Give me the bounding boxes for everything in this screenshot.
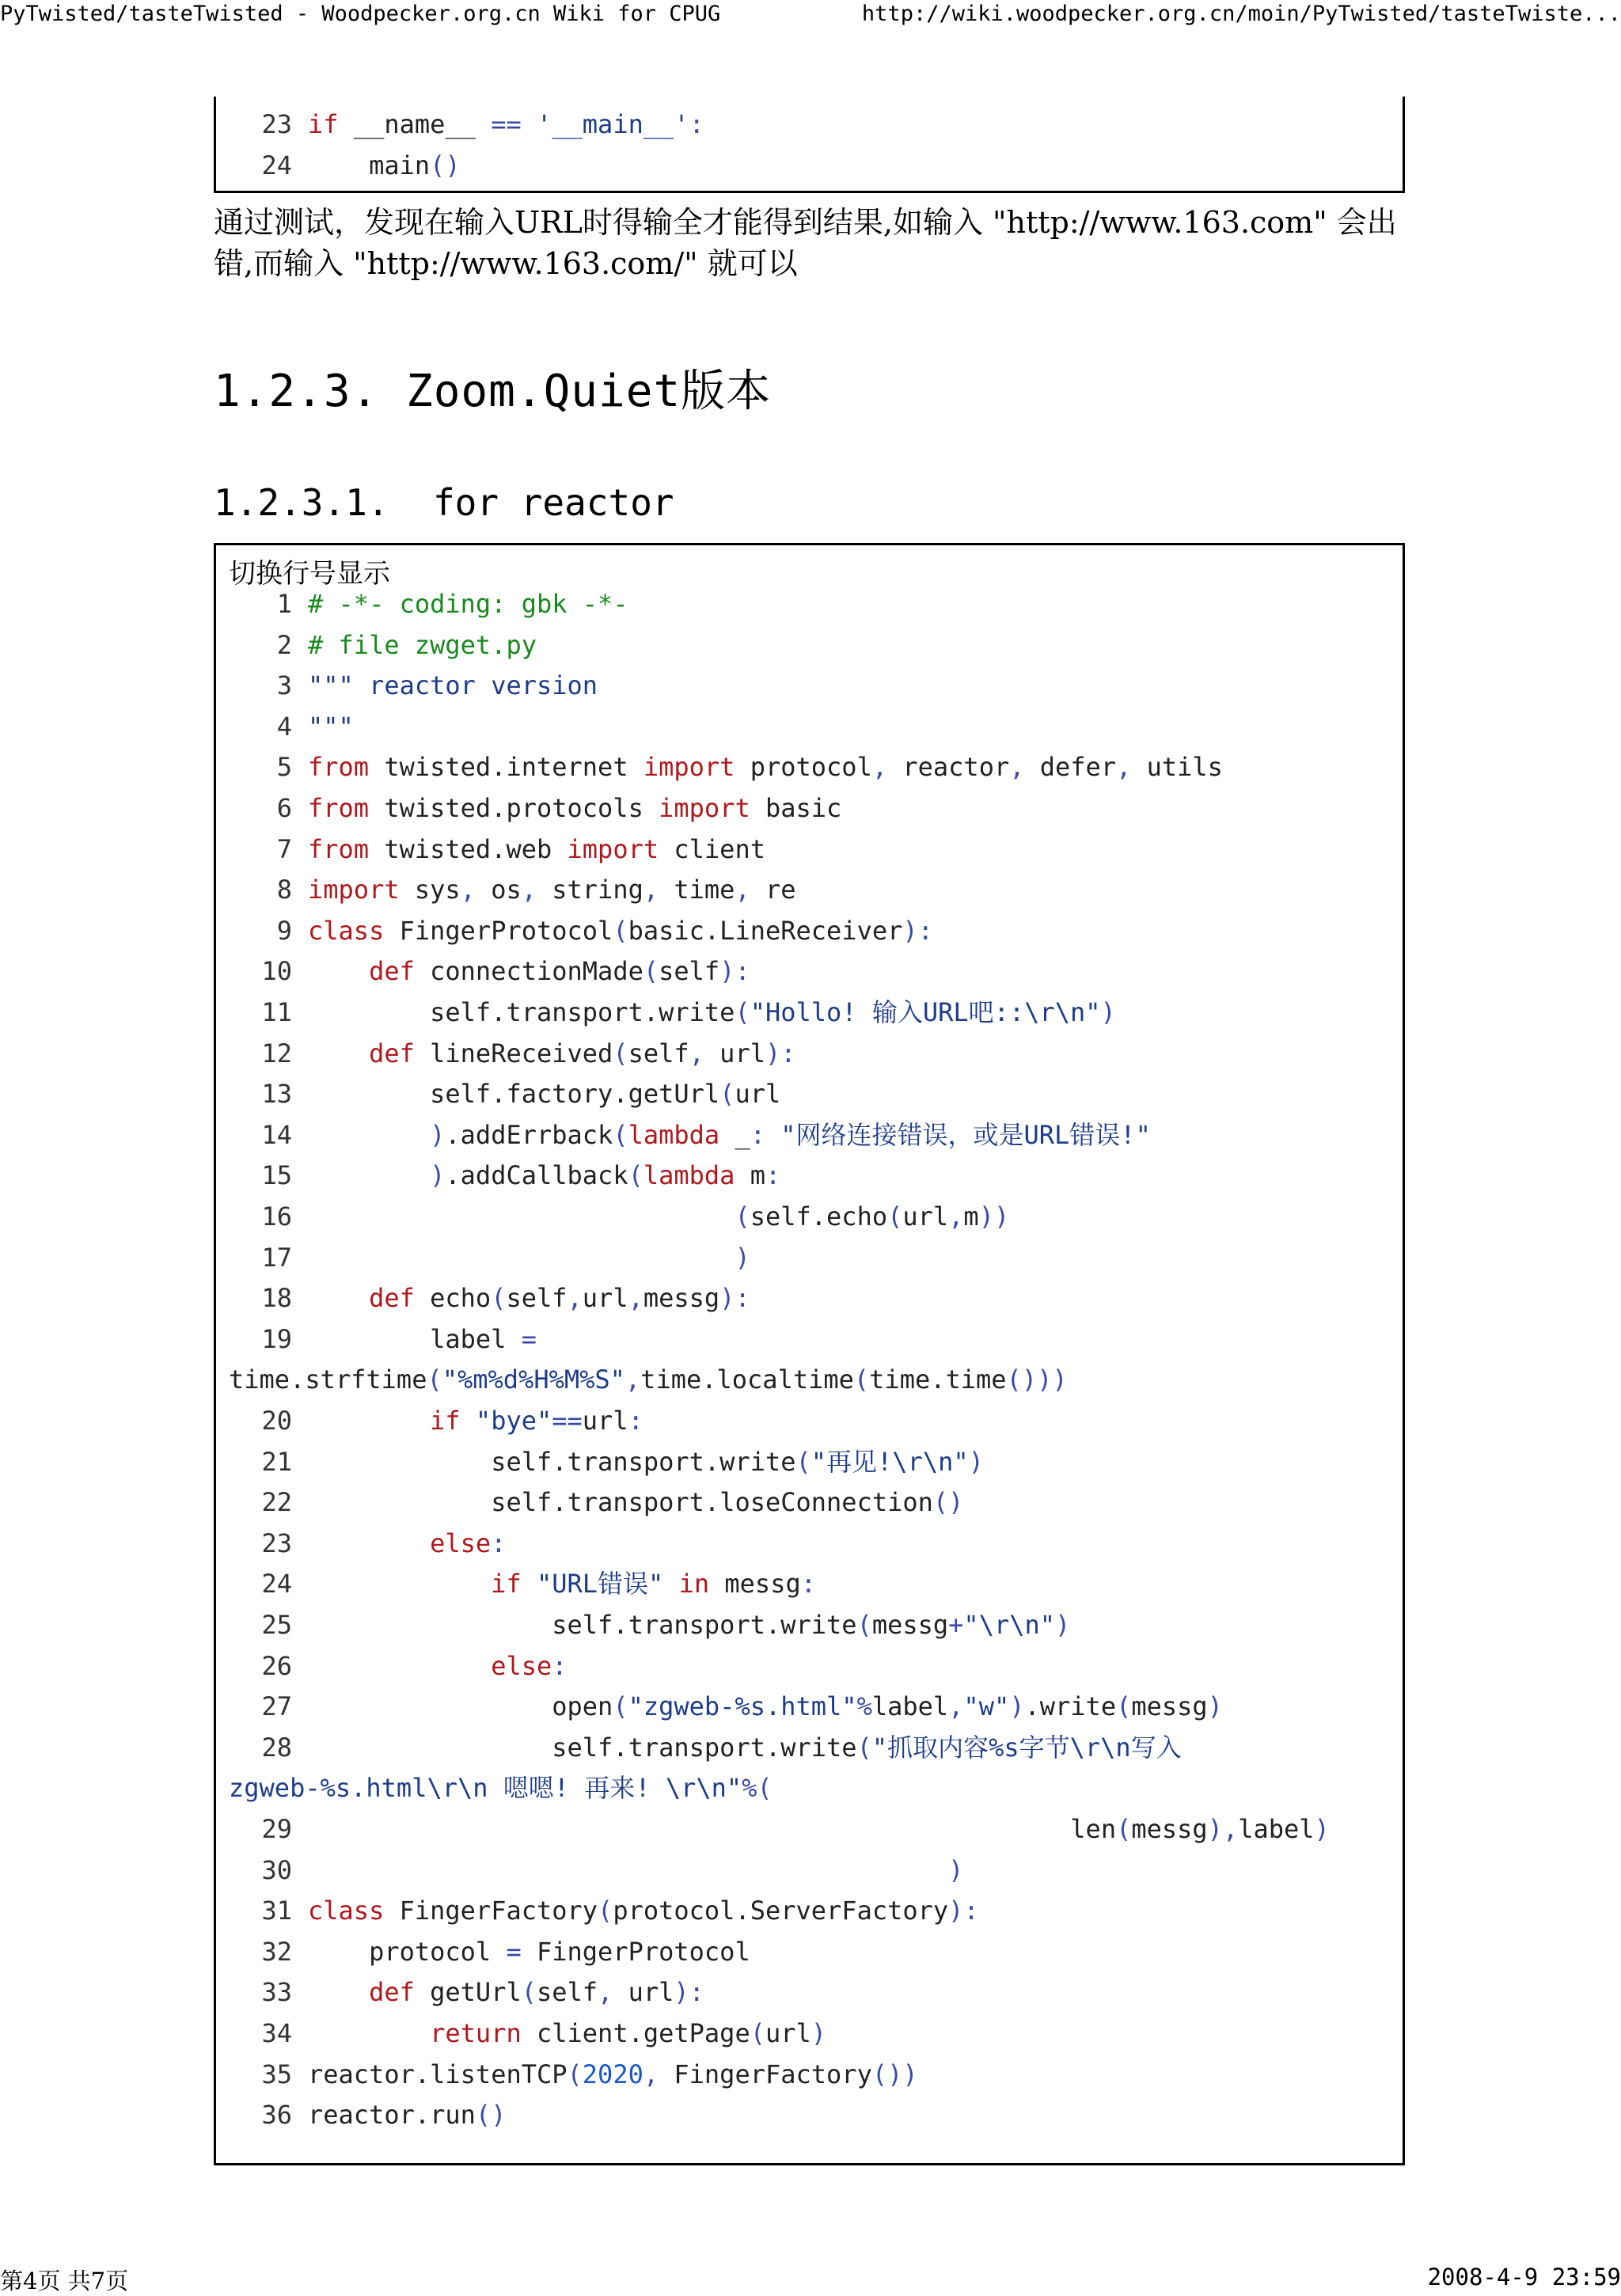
code-text: def lineReceived(self, url): [369, 1038, 796, 1068]
line-number: 25 [261, 1610, 292, 1640]
toggle-line-numbers-link[interactable]: 切换行号显示 [229, 558, 390, 590]
code-text: ) [735, 1242, 750, 1273]
code-line [216, 707, 1403, 748]
code-text: """ [308, 711, 354, 742]
code-text: reactor.run() [308, 2100, 507, 2131]
code-text: else: [491, 1650, 568, 1681]
code-line [216, 788, 1403, 829]
code-text: if "URL错误" in messg: [491, 1569, 816, 1600]
code-text: else: [430, 1528, 507, 1558]
code-line-continuation [216, 1360, 1403, 1401]
line-number: 19 [261, 1323, 292, 1354]
code-line [216, 829, 1403, 871]
code-line [216, 747, 1403, 788]
code-text: from twisted.protocols import basic [308, 793, 842, 823]
code-line [216, 625, 1403, 666]
code-text: self.transport.write("抓取内容%s字节\r\n写入 [308, 1732, 1182, 1763]
code-text: reactor.listenTCP(2020, FingerFactory()) [308, 2059, 918, 2089]
code-line [216, 1605, 1403, 1646]
code-line [216, 1319, 1403, 1361]
line-number: 24 [261, 1569, 292, 1600]
line-number: 23 [261, 109, 292, 139]
code-text: self.transport.write("Hollo! 输入URL吧::\r\n") [308, 997, 1116, 1027]
code-line [216, 1972, 1403, 2013]
code-text: from twisted.internet import protocol, reactor, defer, utils [308, 752, 1223, 783]
code-line [216, 1728, 1403, 1769]
code-line [216, 1115, 1403, 1156]
line-number: 7 [276, 833, 292, 864]
section-heading-zoom-quiet: 1.2.3. Zoom.Quiet版本 [214, 366, 772, 417]
code-line [216, 1687, 1403, 1728]
code-text: ) [948, 1854, 964, 1885]
line-number: 6 [276, 793, 292, 823]
previous-code-block [214, 97, 1405, 193]
line-number: 16 [261, 1201, 292, 1231]
code-text: len(messg),label) [308, 1814, 1330, 1844]
code-text: """ reactor version [308, 670, 598, 701]
line-number: 33 [261, 1977, 292, 2008]
code-line [216, 1850, 1403, 1892]
line-number: 21 [261, 1446, 292, 1477]
code-text: self.transport.write(messg+"\r\n") [308, 1610, 1071, 1640]
code-text: if __name__ == '__main__': [308, 109, 704, 139]
code-line [216, 1156, 1403, 1197]
code-text: time.strftime("%m%d%H%M%S",time.localtime(time.time())) [229, 1364, 1068, 1395]
line-number: 23 [261, 1528, 292, 1558]
line-number: 5 [276, 752, 292, 783]
line-number: 30 [261, 1854, 292, 1885]
line-number: 13 [261, 1079, 292, 1110]
line-number: 1 [276, 589, 292, 619]
code-line [216, 104, 1403, 146]
code-line [216, 1074, 1403, 1115]
code-text: from twisted.web import client [308, 833, 765, 864]
code-text: zgweb-%s.html\r\n 嗯嗯! 再来! \r\n"%( [229, 1773, 773, 1804]
code-line [216, 1809, 1403, 1850]
line-number: 24 [261, 150, 292, 180]
code-line [216, 1646, 1403, 1687]
code-text: # -*- coding: gbk -*- [308, 589, 628, 619]
code-text: (self.echo(url,m)) [735, 1201, 1010, 1231]
line-number: 36 [261, 2100, 292, 2131]
code-text: # file zwget.py [308, 629, 537, 660]
header-url[interactable]: http://wiki.woodpecker.org.cn/moin/PyTwisted/tasteTwiste... [861, 2, 1621, 26]
code-line [216, 1034, 1403, 1075]
code-text: self.transport.write("再见!\r\n") [308, 1446, 984, 1477]
code-line [216, 1442, 1403, 1483]
code-text: def connectionMade(self): [369, 956, 750, 987]
code-block-zwget [214, 543, 1405, 2165]
line-number: 31 [261, 1896, 292, 1926]
code-text: self.transport.loseConnection() [308, 1487, 964, 1518]
line-number: 22 [261, 1487, 292, 1518]
code-text: import sys, os, string, time, re [308, 875, 796, 905]
line-number: 35 [261, 2059, 292, 2089]
line-number: 9 [276, 915, 292, 946]
code-text: ).addErrback(lambda _: "网络连接错误，或是URL错误!" [430, 1119, 1151, 1150]
line-number: 34 [261, 2018, 292, 2048]
line-number: 27 [261, 1691, 292, 1722]
code-line [216, 1238, 1403, 1279]
line-number: 15 [261, 1160, 292, 1191]
header-page-title: PyTwisted/tasteTwisted - Woodpecker.org.cn Wiki for CPUG [0, 2, 721, 26]
line-number: 4 [276, 711, 292, 742]
code-line [216, 2013, 1403, 2055]
line-number: 17 [261, 1242, 292, 1273]
code-line [216, 584, 1403, 625]
code-line [216, 951, 1403, 992]
code-text: protocol = FingerProtocol [308, 1936, 750, 1967]
code-text: self.factory.getUrl(url [308, 1079, 781, 1110]
subsection-heading-for-reactor: 1.2.3.1. for reactor [214, 481, 674, 524]
footer-page-count: 第4页 共7页 [0, 2268, 129, 2294]
code-line [216, 1564, 1403, 1605]
code-line [216, 1482, 1403, 1524]
line-number: 32 [261, 1936, 292, 1967]
code-text: class FingerFactory(protocol.ServerFactory): [308, 1896, 979, 1926]
code-line [216, 992, 1403, 1034]
code-line [216, 1524, 1403, 1565]
code-line [216, 2095, 1403, 2136]
line-number: 18 [261, 1283, 292, 1314]
code-line [216, 1932, 1403, 1973]
code-text: if "bye"==url: [430, 1406, 643, 1436]
code-line [216, 1401, 1403, 1442]
code-line-continuation [216, 1768, 1403, 1809]
code-text: class FingerProtocol(basic.LineReceiver): [308, 915, 933, 946]
code-line [216, 1278, 1403, 1319]
line-number: 11 [261, 997, 292, 1027]
line-number: 26 [261, 1650, 292, 1681]
line-number: 10 [261, 956, 292, 987]
code-text: ).addCallback(lambda m: [430, 1160, 781, 1191]
code-text: return client.getPage(url) [430, 2018, 827, 2048]
code-text: def echo(self,url,messg): [369, 1283, 750, 1314]
line-number: 8 [276, 875, 292, 905]
code-text: main() [308, 150, 461, 180]
code-line [216, 2055, 1403, 2096]
line-number: 2 [276, 629, 292, 660]
line-number: 20 [261, 1406, 292, 1436]
line-number: 3 [276, 670, 292, 701]
code-text: open("zgweb-%s.html"%label,"w").write(messg) [308, 1691, 1223, 1722]
body-paragraph: 通过测试，发现在输入URL时得输全才能得到结果,如输入 "http://www.163.com" 会出错,而输入 "http://www.163.com/" 就可以 [214, 205, 1397, 281]
line-number: 14 [261, 1119, 292, 1150]
footer-datetime: 2008-4-9 23:59 [1427, 2264, 1621, 2290]
code-text: def getUrl(self, url): [369, 1977, 704, 2008]
line-number: 29 [261, 1814, 292, 1844]
code-line [216, 1197, 1403, 1238]
line-number: 12 [261, 1038, 292, 1068]
code-line [216, 666, 1403, 707]
line-number: 28 [261, 1732, 292, 1763]
code-line [216, 870, 1403, 911]
code-line [216, 146, 1403, 187]
code-line [216, 911, 1403, 952]
code-line [216, 1891, 1403, 1932]
code-text: label = [308, 1323, 537, 1354]
